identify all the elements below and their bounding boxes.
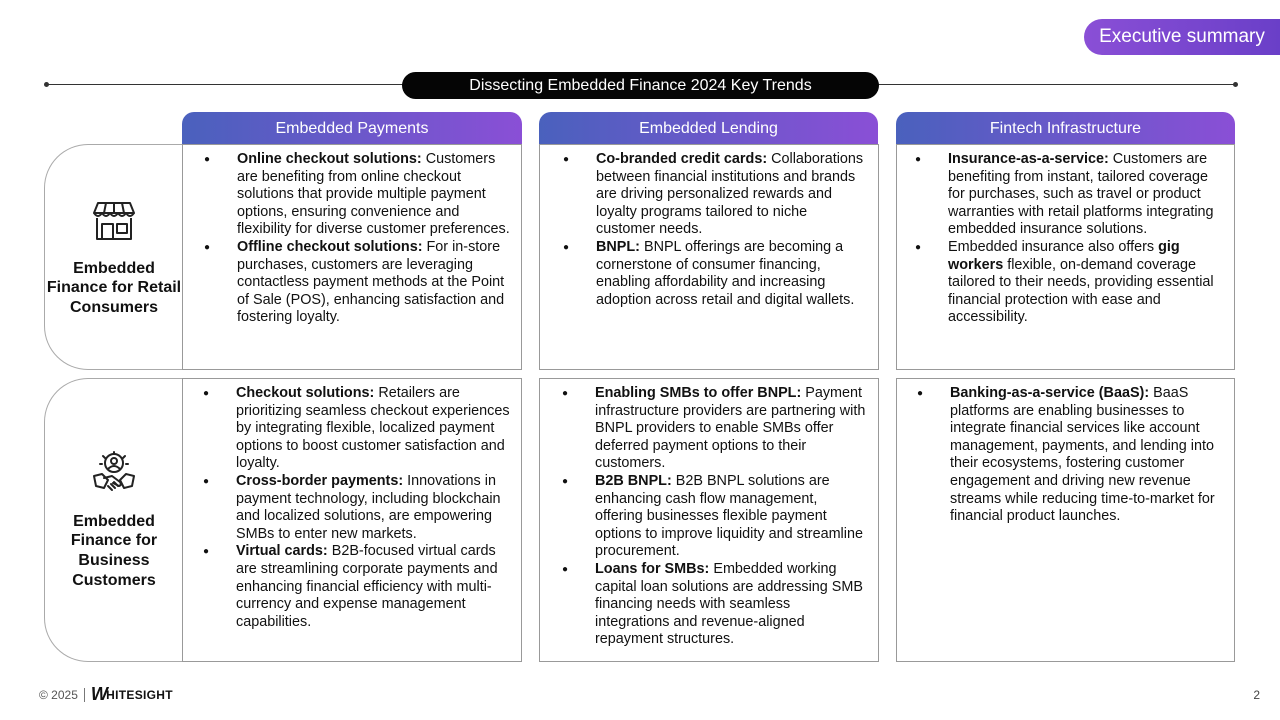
storefront-icon: [90, 197, 138, 245]
copyright-text: © 2025: [39, 687, 78, 702]
cell-business-payments: [182, 378, 522, 662]
list-item: ● Embedded insurance also offers gig workers flexible, on-demand coverage tailored to their needs, providing essential financial protection with ease and accessibility.: [914, 239, 1224, 327]
list-item: ● Checkout solutions: Retailers are prioritizing seamless checkout experiences by integrating flexible, localized payment options to boost customer satisfaction and loyalty.: [202, 385, 511, 473]
business-handshake-icon: [90, 450, 138, 498]
cell-business-infrastructure: [896, 378, 1235, 662]
list-item: ● Loans for SMBs: Embedded working capital loan solutions are addressing SMB financing needs with seamless integrations and revenue-aligned repayment structures.: [561, 561, 868, 649]
logo-mark: W: [90, 684, 109, 704]
list-item: ● Banking-as-a-service (BaaS): BaaS platforms are enabling businesses to integrate financial services like account management, payments, and lending into their ecosystems, fostering customer engagement and driving new revenue streams while reducing time-to-market for financial product launches.: [916, 385, 1224, 526]
rule-end-dot-left: [44, 82, 49, 87]
row-label-text: Embedded Finance for Business Customers: [70, 512, 158, 589]
column-header-embedded-lending: Embedded Lending: [539, 112, 878, 145]
list-item: ● B2B BNPL: B2B BNPL solutions are enhancing cash flow management, offering businesses flexible payment options to improve liquidity and streamline procurement.: [561, 473, 868, 561]
list-item: ● Co-branded credit cards: Collaborations between financial institutions and brands are driving personalized rewards and loyalty programs tailored to niche customer needs.: [562, 151, 868, 239]
list-item: ● Insurance-as-a-service: Customers are benefiting from instant, tailored coverage for purchases, such as travel or product warranties with retail platforms integrating embedded insurance solutions.: [914, 151, 1224, 239]
list-item: ● BNPL: BNPL offerings are becoming a cornerstone of consumer financing, enabling affordability and increasing adoption across retail and digital wallets.: [562, 239, 868, 309]
logo-wordmark: HITESIGHT: [106, 687, 173, 702]
page-title: Dissecting Embedded Finance 2024 Key Trends: [402, 72, 879, 99]
cell-retail-lending: [539, 144, 879, 370]
row-label-retail-consumers: [44, 144, 183, 370]
section-badge: Executive summary: [1084, 19, 1280, 55]
company-logo: [91, 684, 173, 705]
column-header-embedded-payments: Embedded Payments: [182, 112, 522, 145]
list-item: ● Enabling SMBs to offer BNPL: Payment infrastructure providers are partnering with BNPL providers to enable SMBs offer deferred payment options to their customers.: [561, 385, 868, 473]
page-number: 2: [1253, 688, 1260, 702]
cell-retail-infrastructure: [896, 144, 1235, 370]
cell-business-lending: [539, 378, 879, 662]
rule-end-dot-right: [1233, 82, 1238, 87]
footer: [39, 684, 173, 705]
list-item: ● Online checkout solutions: Customers are benefiting from online checkout solutions that provide multiple payment options, ensuring convenience and flexibility for diverse customer preferences.: [203, 151, 511, 239]
column-header-fintech-infrastructure: Fintech Infrastructure: [896, 112, 1235, 145]
list-item: ● Offline checkout solutions: For in-store purchases, customers are leveraging contactless payment methods at the Point of Sale (POS), enhancing satisfaction and fostering loyalty.: [203, 239, 511, 327]
row-label-business-customers: [44, 378, 183, 662]
row-label-text: Embedded Finance for Retail Consumers: [46, 259, 182, 316]
cell-retail-payments: [182, 144, 522, 370]
list-item: ● Virtual cards: B2B-focused virtual cards are streamlining corporate payments and enhancing financial efficiency with multi-currency and expense management capabilities.: [202, 543, 511, 631]
footer-divider: [84, 688, 85, 702]
list-item: ● Cross-border payments: Innovations in payment technology, including blockchain and localized solutions, are empowering SMBs to enter new markets.: [202, 473, 511, 543]
